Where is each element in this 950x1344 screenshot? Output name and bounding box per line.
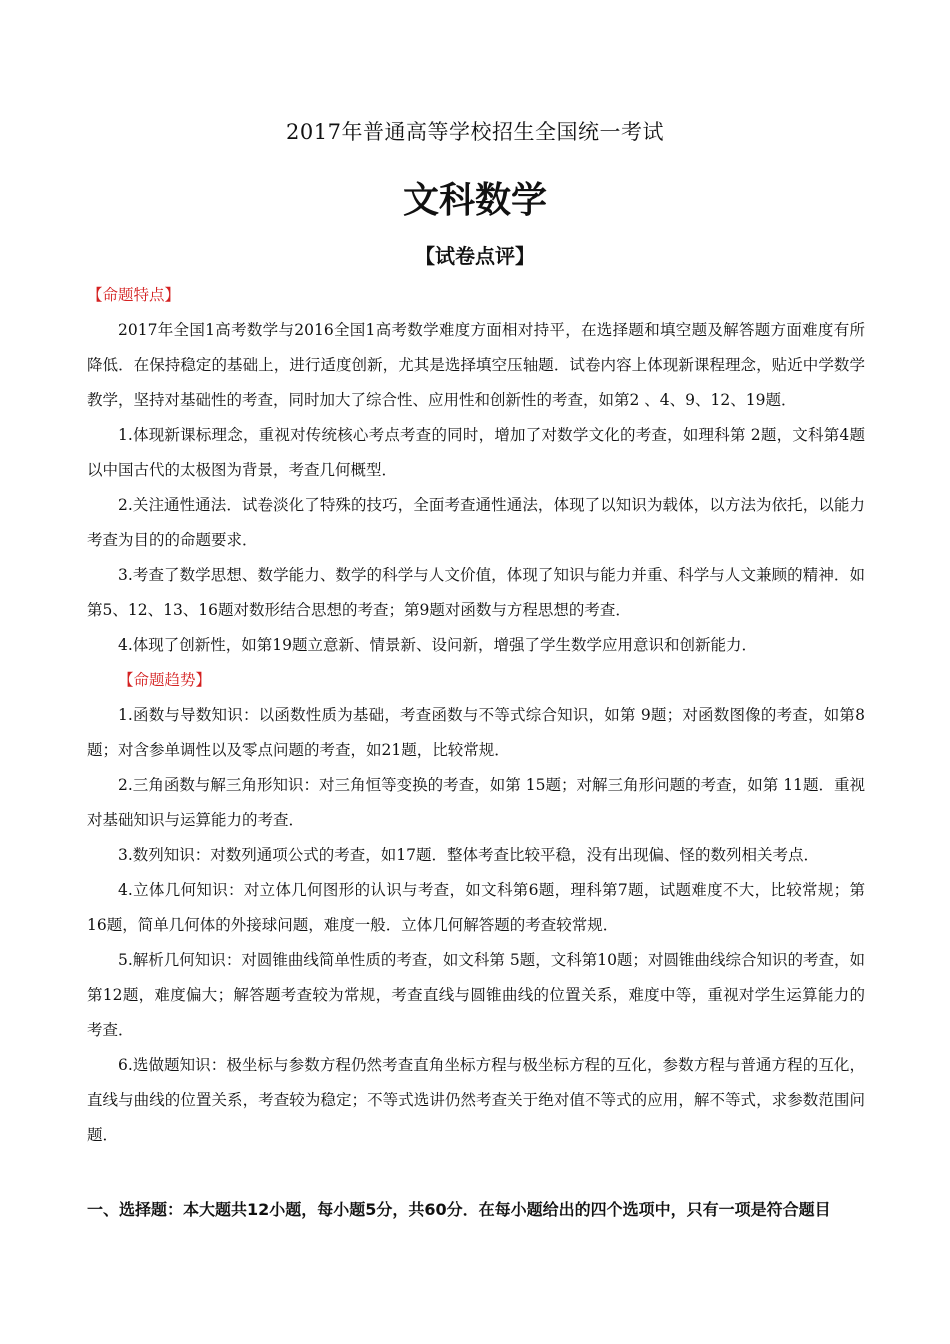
trends-heading: 【命题趋势】 xyxy=(118,671,212,689)
trends-paragraph-5: 5.解析几何知识：对圆锥曲线简单性质的考查，如文科第 5题，文科第10题；对圆锥曲线综合知识的考查，如第12题，难度偏大；解答题考查较为常规，考查直线与圆锥曲线的位置关系，难度中等，重视对学生运算能力的考查． xyxy=(87,951,865,1039)
features-heading: 【命题特点】 xyxy=(87,286,181,304)
features-paragraph-2: 2.关注通性通法．试卷淡化了特殊的技巧，全面考查通性通法，体现了以知识为载体，以方法为依托，以能力考查为目的的命题要求． xyxy=(87,496,865,549)
features-paragraph-intro: 2017年全国1高考数学与2016全国1高考数学难度方面相对持平，在选择题和填空题及解答题方面难度有所降低．在保持稳定的基础上，进行适度创新，尤其是选择填空压轴题．试卷内容上体现新课程理念，贴近中学数学教学，坚持对基础性的考查，同时加大了综合性、应用性和创新性的考查，如第2 、4、9、12、19题． xyxy=(87,321,865,409)
exam-title: 2017年普通高等学校招生全国统一考试 xyxy=(286,120,664,144)
trends-paragraph-3: 3.数列知识：对数列通项公式的考查，如17题．整体考查比较平稳，没有出现偏、怪的数列相关考点． xyxy=(118,846,820,864)
trends-paragraph-1: 1.函数与导数知识：以函数性质为基础，考查函数与不等式综合知识，如第 9题；对函数图像的考查，如第8题；对含参单调性以及零点问题的考查，如21题，比较常规． xyxy=(87,706,865,759)
features-paragraph-4: 4.体现了创新性，如第19题立意新、情景新、设问新，增强了学生数学应用意识和创新能力． xyxy=(118,636,758,654)
review-body xyxy=(87,278,865,1153)
subject-title: 文科数学 xyxy=(402,180,547,221)
features-paragraph-3: 3.考查了数学思想、数学能力、数学的科学与人文价值，体现了知识与能力并重、科学与人文兼顾的精神．如第5、12、13、16题对数形结合思想的考查；第9题对函数与方程思想的考查． xyxy=(87,566,865,619)
part-one-heading: 一、选择题：本大题共12小题，每小题5分，共60分．在每小题给出的四个选项中，只有一项是符合题目 xyxy=(87,1200,831,1219)
trends-paragraph-4: 4.立体几何知识：对立体几何图形的认识与考查，如文科第6题，理科第7题，试题难度不大，比较常规；第16题，简单几何体的外接球问题，难度一般．立体几何解答题的考查较常规． xyxy=(87,881,865,934)
trends-paragraph-6: 6.选做题知识：极坐标与参数方程仍然考查直角坐标方程与极坐标方程的互化，参数方程与普通方程的互化，直线与曲线的位置关系，考查较为稳定；不等式选讲仍然考查关于绝对值不等式的应用，解不等式，求参数范围问题． xyxy=(87,1056,865,1144)
trends-paragraph-2: 2.三角函数与解三角形知识：对三角恒等变换的考查，如第 15题；对解三角形问题的考查，如第 11题．重视对基础知识与运算能力的考查． xyxy=(87,776,865,829)
features-paragraph-1: 1.体现新课标理念，重视对传统核心考点考查的同时，增加了对数学文化的考查，如理科第 2题，文科第4题以中国古代的太极图为背景，考查几何概型． xyxy=(87,426,865,479)
review-title: 【试卷点评】 xyxy=(415,244,535,268)
